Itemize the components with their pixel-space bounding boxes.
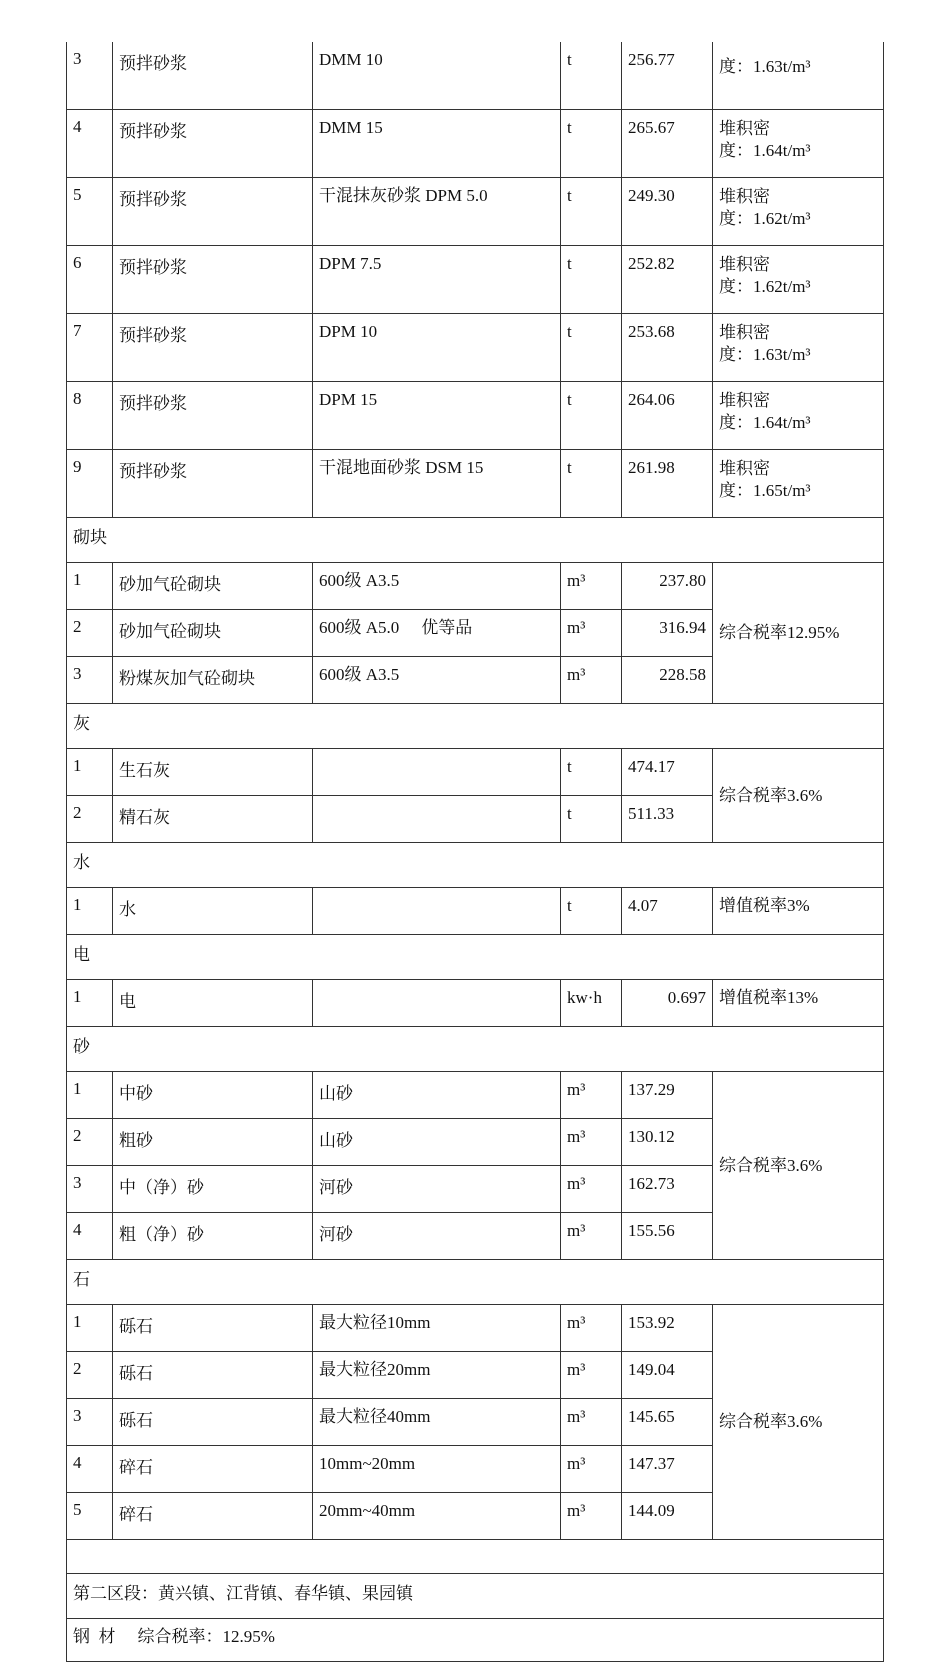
note-line: 堆积密	[719, 119, 770, 138]
material-note	[713, 246, 884, 314]
material-name: 粗（净）砂	[113, 1213, 313, 1260]
material-spec: 山砂	[313, 1119, 561, 1166]
table-row	[67, 1305, 884, 1352]
material-name: 精石灰	[113, 796, 313, 843]
table-row	[67, 980, 884, 1027]
table-row	[67, 246, 884, 314]
material-spec: 20mm~40mm	[313, 1493, 561, 1540]
material-unit: m³	[561, 1119, 622, 1166]
category-title-water: 水	[67, 843, 884, 888]
material-unit: t	[561, 178, 622, 246]
material-unit: m³	[561, 1352, 622, 1399]
material-price: 153.92	[622, 1305, 713, 1352]
material-name: 预拌砂浆	[113, 314, 313, 382]
material-unit: t	[561, 110, 622, 178]
row-number: 2	[67, 796, 113, 843]
material-unit: t	[561, 382, 622, 450]
row-number: 2	[67, 610, 113, 657]
material-price: 0.697	[622, 980, 713, 1027]
material-spec: DPM 7.5	[313, 246, 561, 314]
material-unit: t	[561, 42, 622, 110]
row-number: 8	[67, 382, 113, 450]
material-price: 145.65	[622, 1399, 713, 1446]
material-price: 144.09	[622, 1493, 713, 1540]
price-table-sheet	[66, 42, 883, 1662]
row-number: 5	[67, 1493, 113, 1540]
note-line: 度：1.63t/m³	[719, 57, 811, 76]
category-title-lime: 灰	[67, 704, 884, 749]
material-note	[713, 178, 884, 246]
row-number: 4	[67, 110, 113, 178]
empty-cell	[67, 1540, 884, 1574]
material-name: 预拌砂浆	[113, 450, 313, 518]
material-unit: m³	[561, 1213, 622, 1260]
table-row	[67, 382, 884, 450]
steel-label: 钢 材	[73, 1627, 116, 1646]
material-name: 预拌砂浆	[113, 178, 313, 246]
material-price-table	[66, 42, 884, 1662]
material-price: 237.80	[622, 563, 713, 610]
material-unit: t	[561, 246, 622, 314]
row-number: 3	[67, 1399, 113, 1446]
material-unit: t	[561, 450, 622, 518]
row-number: 3	[67, 1166, 113, 1213]
material-price: 316.94	[622, 610, 713, 657]
material-name: 砂加气砼砌块	[113, 610, 313, 657]
material-price: 155.56	[622, 1213, 713, 1260]
material-unit: t	[561, 314, 622, 382]
material-price: 228.58	[622, 657, 713, 704]
material-price: 137.29	[622, 1072, 713, 1119]
material-spec: 干混抹灰砂浆 DPM 5.0	[313, 178, 561, 246]
material-spec	[313, 888, 561, 935]
material-price: 261.98	[622, 450, 713, 518]
note-line: 度：1.62t/m³	[719, 277, 811, 296]
material-price: 511.33	[622, 796, 713, 843]
row-number: 5	[67, 178, 113, 246]
note-line: 堆积密	[719, 255, 770, 274]
material-spec: 600级 A3.5	[313, 657, 561, 704]
note-line: 度：1.64t/m³	[719, 141, 811, 160]
material-spec: 山砂	[313, 1072, 561, 1119]
material-name: 粉煤灰加气砼砌块	[113, 657, 313, 704]
row-number: 2	[67, 1119, 113, 1166]
lime-tax-note: 综合税率3.6%	[713, 749, 884, 843]
material-unit: m³	[561, 657, 622, 704]
material-name: 碎石	[113, 1493, 313, 1540]
material-unit: t	[561, 888, 622, 935]
row-number: 7	[67, 314, 113, 382]
material-name: 生石灰	[113, 749, 313, 796]
material-name: 砾石	[113, 1399, 313, 1446]
category-title-stone: 石	[67, 1260, 884, 1305]
material-spec: 河砂	[313, 1166, 561, 1213]
material-price: 4.07	[622, 888, 713, 935]
material-spec: DPM 15	[313, 382, 561, 450]
row-number: 4	[67, 1446, 113, 1493]
material-spec: 最大粒径10mm	[313, 1305, 561, 1352]
material-name: 预拌砂浆	[113, 382, 313, 450]
material-note	[713, 382, 884, 450]
table-row	[67, 1072, 884, 1119]
material-spec: DMM 15	[313, 110, 561, 178]
material-unit: m³	[561, 1446, 622, 1493]
material-unit: m³	[561, 1166, 622, 1213]
material-unit: t	[561, 796, 622, 843]
row-number: 2	[67, 1352, 113, 1399]
material-price: 147.37	[622, 1446, 713, 1493]
material-spec: 河砂	[313, 1213, 561, 1260]
note-line: 度：1.64t/m³	[719, 413, 811, 432]
section-2-title: 第二区段：黄兴镇、江背镇、春华镇、果园镇	[67, 1574, 884, 1619]
material-name: 碎石	[113, 1446, 313, 1493]
material-spec: DPM 10	[313, 314, 561, 382]
note-line: 堆积密	[719, 187, 770, 206]
note-line: 堆积密	[719, 391, 770, 410]
sand-tax-note: 综合税率3.6%	[713, 1072, 884, 1260]
material-name: 水	[113, 888, 313, 935]
note-line: 度：1.62t/m³	[719, 209, 811, 228]
material-unit: m³	[561, 1072, 622, 1119]
table-row	[67, 563, 884, 610]
block-tax-note: 综合税率12.95%	[713, 563, 884, 704]
material-name: 预拌砂浆	[113, 110, 313, 178]
category-row	[67, 518, 884, 563]
category-title-electricity: 电	[67, 935, 884, 980]
row-number: 9	[67, 450, 113, 518]
water-tax-note: 增值税率3%	[713, 888, 884, 935]
material-unit: kw·h	[561, 980, 622, 1027]
row-number: 1	[67, 563, 113, 610]
steel-tax-label: 综合税率：	[137, 1627, 223, 1646]
material-unit: m³	[561, 563, 622, 610]
material-price: 130.12	[622, 1119, 713, 1166]
material-spec: 10mm~20mm	[313, 1446, 561, 1493]
material-unit: m³	[561, 1305, 622, 1352]
table-row	[67, 450, 884, 518]
material-price: 149.04	[622, 1352, 713, 1399]
note-line: 度：1.63t/m³	[719, 345, 811, 364]
material-spec: 干混地面砂浆 DSM 15	[313, 450, 561, 518]
table-row	[67, 314, 884, 382]
category-title-blocks: 砌块	[67, 518, 884, 563]
material-name: 中砂	[113, 1072, 313, 1119]
material-name: 电	[113, 980, 313, 1027]
row-number: 4	[67, 1213, 113, 1260]
table-row	[67, 888, 884, 935]
spec-main: 600级 A5.0	[319, 618, 400, 637]
material-name: 中（净）砂	[113, 1166, 313, 1213]
material-unit: t	[561, 749, 622, 796]
empty-row	[67, 1540, 884, 1574]
electricity-tax-note: 增值税率13%	[713, 980, 884, 1027]
material-spec: 600级 A3.5	[313, 563, 561, 610]
material-spec: DMM 10	[313, 42, 561, 110]
material-spec	[313, 796, 561, 843]
material-spec	[313, 980, 561, 1027]
row-number: 3	[67, 42, 113, 110]
category-row	[67, 1027, 884, 1072]
category-title-sand: 砂	[67, 1027, 884, 1072]
row-number: 6	[67, 246, 113, 314]
material-price: 265.67	[622, 110, 713, 178]
spec-grade: 优等品	[421, 618, 473, 637]
table-row	[67, 42, 884, 110]
section-row	[67, 1574, 884, 1619]
category-row	[67, 1260, 884, 1305]
category-row	[67, 935, 884, 980]
category-row	[67, 704, 884, 749]
row-number: 1	[67, 749, 113, 796]
material-spec	[313, 610, 561, 657]
material-price: 253.68	[622, 314, 713, 382]
material-note	[713, 314, 884, 382]
material-unit: m³	[561, 1399, 622, 1446]
material-spec: 最大粒径20mm	[313, 1352, 561, 1399]
material-price: 474.17	[622, 749, 713, 796]
note-line: 堆积密	[719, 459, 770, 478]
material-price: 162.73	[622, 1166, 713, 1213]
steel-tax-value: 12.95%	[222, 1627, 275, 1646]
material-name: 预拌砂浆	[113, 42, 313, 110]
category-row	[67, 843, 884, 888]
material-note	[713, 450, 884, 518]
material-price: 249.30	[622, 178, 713, 246]
material-price: 264.06	[622, 382, 713, 450]
material-price: 252.82	[622, 246, 713, 314]
material-name: 粗砂	[113, 1119, 313, 1166]
material-name: 预拌砂浆	[113, 246, 313, 314]
note-line: 堆积密	[719, 323, 770, 342]
material-price: 256.77	[622, 42, 713, 110]
material-name: 砾石	[113, 1352, 313, 1399]
material-note	[713, 42, 884, 110]
table-row	[67, 749, 884, 796]
row-number: 1	[67, 1305, 113, 1352]
stone-tax-note: 综合税率3.6%	[713, 1305, 884, 1540]
row-number: 3	[67, 657, 113, 704]
row-number: 1	[67, 888, 113, 935]
material-unit: m³	[561, 610, 622, 657]
row-number: 1	[67, 1072, 113, 1119]
table-row	[67, 178, 884, 246]
section-row	[67, 1619, 884, 1662]
note-line: 度：1.65t/m³	[719, 481, 811, 500]
steel-heading	[67, 1619, 884, 1662]
row-number: 1	[67, 980, 113, 1027]
material-note	[713, 110, 884, 178]
material-unit: m³	[561, 1493, 622, 1540]
material-name: 砂加气砼砌块	[113, 563, 313, 610]
material-spec: 最大粒径40mm	[313, 1399, 561, 1446]
material-spec	[313, 749, 561, 796]
material-name: 砾石	[113, 1305, 313, 1352]
table-row	[67, 110, 884, 178]
